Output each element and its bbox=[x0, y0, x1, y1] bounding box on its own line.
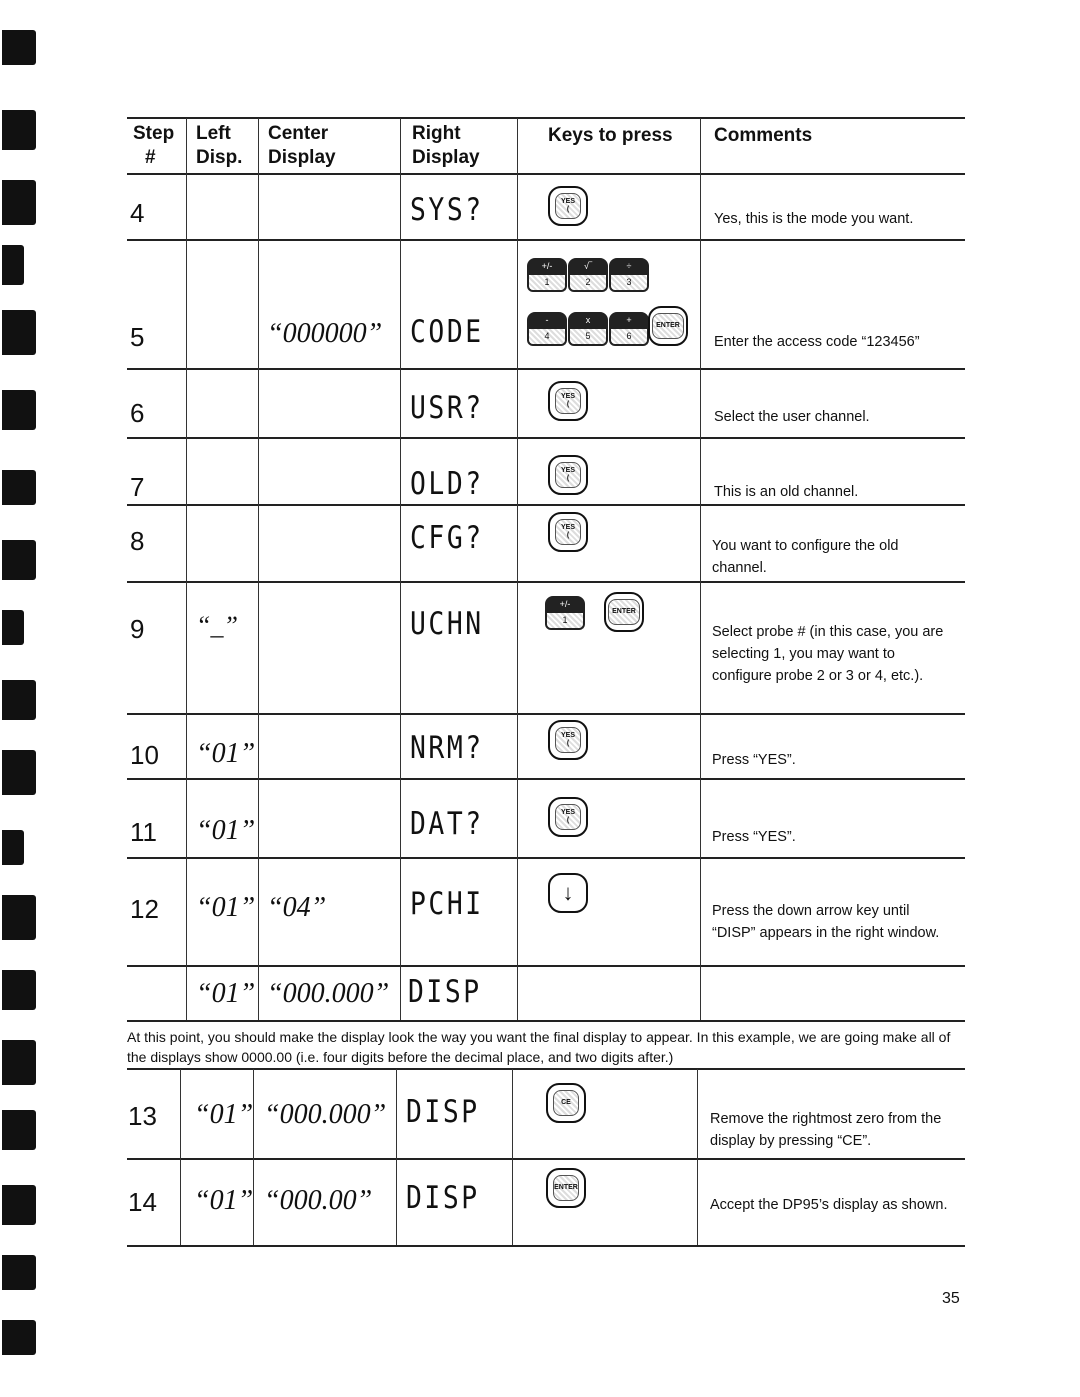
ce-key: CE bbox=[546, 1083, 586, 1123]
header-step: Step # bbox=[133, 123, 175, 168]
step-number: 4 bbox=[130, 198, 145, 228]
right-display: UCHN bbox=[410, 606, 484, 642]
comment: Press the down arrow key until “DISP” appears in the right window. bbox=[712, 903, 940, 941]
step-number: 6 bbox=[130, 398, 145, 428]
header-left: Left Disp. bbox=[196, 123, 243, 168]
left-display: “01” bbox=[196, 815, 256, 846]
step-number: 5 bbox=[130, 322, 145, 352]
right-display: NRM? bbox=[410, 730, 484, 766]
yes-key: YES ( bbox=[548, 381, 588, 421]
right-display: CODE bbox=[410, 314, 484, 350]
enter-key: ENTER bbox=[604, 592, 644, 632]
right-display: USR? bbox=[410, 390, 484, 426]
left-display: “_” bbox=[196, 611, 238, 640]
step-number: 14 bbox=[128, 1187, 157, 1217]
step-number: 8 bbox=[130, 526, 145, 556]
center-display: “000.000” bbox=[264, 1099, 387, 1130]
step-number: 10 bbox=[130, 740, 159, 770]
center-display: “000000” bbox=[267, 318, 383, 349]
right-display: DISP bbox=[408, 974, 482, 1010]
header-keys: Keys to press bbox=[548, 125, 673, 146]
comment: Yes, this is the mode you want. bbox=[714, 211, 914, 227]
comment: Enter the access code “123456” bbox=[714, 334, 920, 350]
center-display: “04” bbox=[267, 892, 327, 923]
header-center: Center Display bbox=[268, 123, 336, 168]
comment: Select probe # (in this case, you are selecting 1, you may want to configure probe 2 or 3 or 4, etc.). bbox=[712, 624, 944, 684]
left-display: “01” bbox=[196, 978, 256, 1009]
down-arrow-key: ↓ bbox=[548, 873, 588, 913]
left-display: “01” bbox=[196, 892, 256, 923]
comment: This is an old channel. bbox=[714, 484, 859, 500]
step-number: 13 bbox=[128, 1101, 157, 1131]
comment: Press “YES”. bbox=[712, 752, 796, 768]
center-display: “000.000” bbox=[267, 978, 390, 1009]
right-display: DAT? bbox=[410, 806, 484, 842]
comment: Remove the rightmost zero from the display by pressing “CE”. bbox=[710, 1111, 942, 1149]
yes-key: YES ( bbox=[548, 186, 588, 226]
right-display: OLD? bbox=[410, 466, 484, 502]
comment: Select the user channel. bbox=[714, 409, 870, 425]
header-right: Right Display bbox=[412, 123, 480, 168]
left-display: “01” bbox=[196, 738, 256, 769]
instruction-note: At this point, you should make the display look the way you want the final display to appear. In this example, we are going make all of the displays show 0000.00 (i.e. four digits before the decimal place, and two digits after.) bbox=[127, 1029, 951, 1065]
left-display: “01” bbox=[194, 1185, 254, 1216]
comment: Accept the DP95’s display as shown. bbox=[710, 1197, 948, 1213]
right-display: DISP bbox=[406, 1094, 480, 1130]
center-display: “000.00” bbox=[264, 1185, 373, 1216]
right-display: PCHI bbox=[410, 886, 484, 922]
plus-minus-1-key: +/- 1 bbox=[545, 596, 585, 632]
step-number: 11 bbox=[130, 817, 157, 847]
step-number: 7 bbox=[130, 472, 145, 502]
right-display: SYS? bbox=[410, 192, 484, 228]
header-comments: Comments bbox=[714, 125, 813, 146]
enter-key: ENTER bbox=[546, 1168, 586, 1208]
yes-key: YES ( bbox=[548, 797, 588, 837]
left-display: “01” bbox=[194, 1099, 254, 1130]
right-display: CFG? bbox=[410, 520, 484, 556]
yes-key: YES ( bbox=[548, 512, 588, 552]
yes-key: YES ( bbox=[548, 720, 588, 760]
comment: Press “YES”. bbox=[712, 829, 796, 845]
right-display: DISP bbox=[406, 1180, 480, 1216]
page-number: 35 bbox=[942, 1290, 960, 1307]
enter-key: ENTER bbox=[648, 306, 688, 346]
comment: You want to configure the old channel. bbox=[712, 538, 899, 576]
yes-key: YES ( bbox=[548, 455, 588, 495]
step-number: 12 bbox=[130, 894, 159, 924]
step-number: 9 bbox=[130, 614, 145, 644]
